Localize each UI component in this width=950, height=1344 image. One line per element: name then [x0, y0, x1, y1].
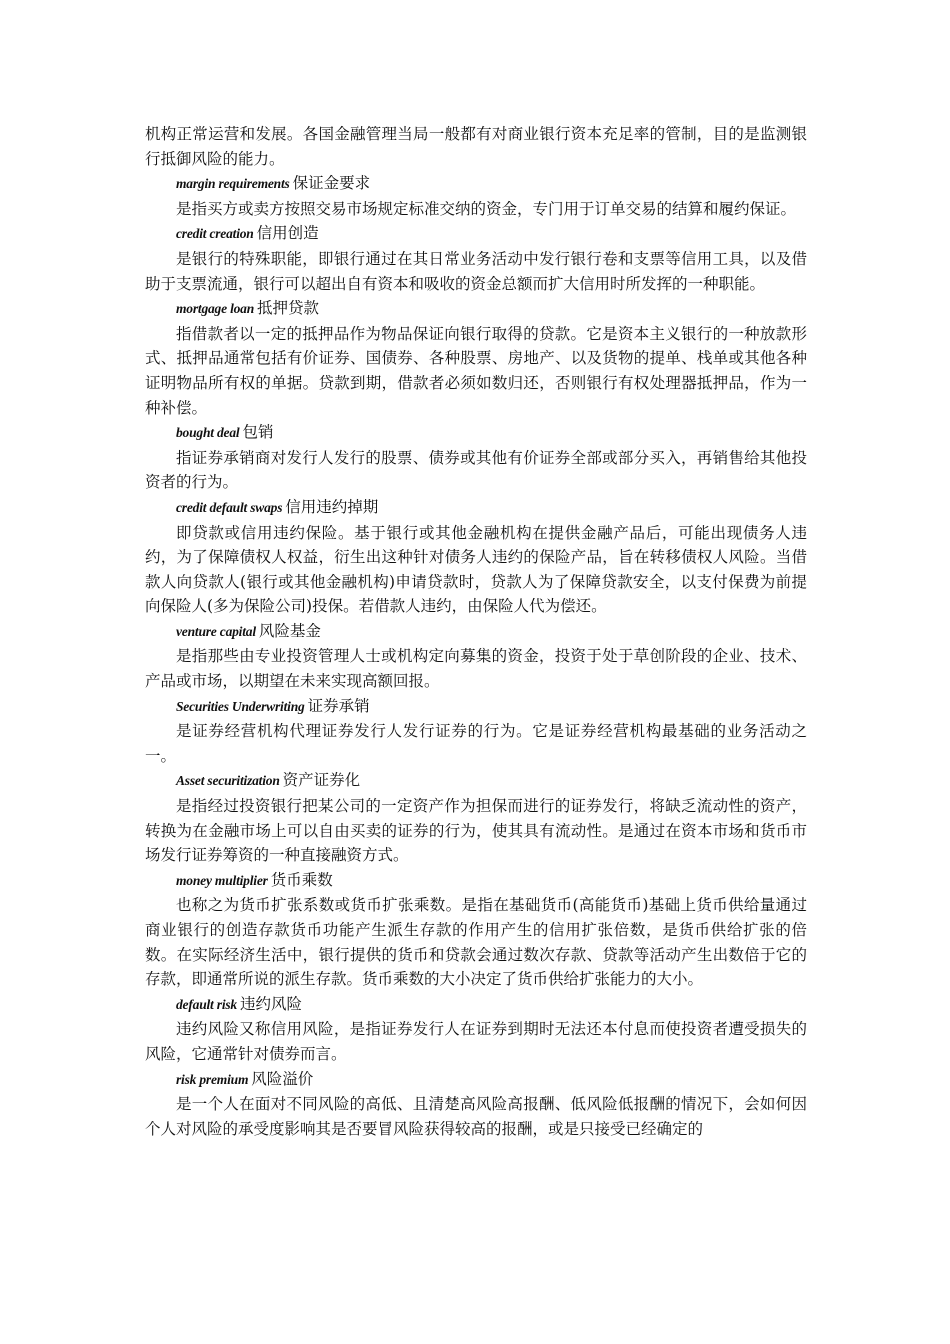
- term-english: Asset securitization: [176, 773, 280, 789]
- glossary-term: [145, 868, 807, 894]
- term-definition: 指证券承销商对发行人发行的股票、债券或其他有价证券全部或部分买入，再销售给其他投资者的行为。: [145, 448, 807, 492]
- term-chinese: 抵押贷款: [257, 299, 320, 318]
- term-definition: 是指那些由专业投资管理人士或机构定向募集的资金，投资于处于草创阶段的企业、技术、产品或市场，以期望在未来实现高额回报。: [145, 647, 807, 691]
- glossary-term: [145, 1067, 807, 1093]
- intro-paragraph: 机构正常运营和发展。各国金融管理当局一般都有对商业银行资本充足率的管制，目的是监测银行抵御风险的能力。: [145, 125, 807, 168]
- term-definition: 是指经过投资银行把某公司的一定资产作为担保而进行的证券发行，将缺乏流动性的资产，转换为在金融市场上可以自由买卖的证券的行为，使其具有流动性。是通过在资本市场和货币市场发行证券筹资的一种直接融资方式。: [145, 797, 807, 865]
- term-chinese: 保证金要求: [292, 174, 371, 193]
- term-english: mortgage loan: [176, 301, 255, 317]
- glossary-term: [145, 992, 807, 1018]
- term-english: credit creation: [176, 226, 254, 242]
- term-definition: 是指买方或卖方按照交易市场规定标准交纳的资金，专门用于订单交易的结算和履约保证。: [176, 199, 797, 218]
- term-definition: 是银行的特殊职能，即银行通过在其日常业务活动中发行银行卷和支票等信用工具，以及借助于支票流通，银行可以超出自有资本和吸收的资金总额而扩大信用时所发挥的一种职能。: [145, 249, 807, 293]
- term-chinese: 信用创造: [256, 224, 319, 243]
- term-english: risk premium: [176, 1071, 249, 1087]
- term-english: credit default swaps: [176, 499, 283, 515]
- term-chinese: 信用违约掉期: [285, 497, 379, 516]
- glossary-term: [145, 619, 807, 645]
- term-english: money multiplier: [176, 872, 268, 888]
- glossary-term: [145, 420, 807, 446]
- glossary-term: [145, 296, 807, 322]
- term-chinese: 风险基金: [258, 621, 321, 640]
- document-page: [145, 122, 807, 1141]
- term-definition: 是证券经营机构代理证券发行人发行证券的行为。它是证券经营机构最基础的业务活动之一。: [145, 722, 807, 765]
- term-english: default risk: [176, 996, 237, 1012]
- term-chinese: 风险溢价: [251, 1069, 314, 1088]
- term-chinese: 包销: [242, 423, 274, 442]
- term-english: venture capital: [176, 623, 256, 639]
- glossary-term: [145, 221, 807, 247]
- term-definition: 即贷款或信用违约保险。基于银行或其他金融机构在提供金融产品后，可能出现债务人违约，为了保障债权人权益，衍生出这种针对债务人违约的保险产品，旨在转移债权人风险。当借款人向贷款人(银行或其他金融机构)申请贷款时，贷款人为了保障贷款安全，以支付保费为前提向保险人(多为保险公司)投保。若借款人违约，由保险人代为偿还。: [145, 523, 807, 616]
- term-english: Securities Underwriting: [176, 698, 305, 714]
- term-english: margin requirements: [176, 176, 290, 192]
- term-chinese: 违约风险: [239, 994, 302, 1013]
- term-chinese: 证券承销: [307, 696, 370, 715]
- term-definition: 违约风险又称信用风险，是指证券发行人在证券到期时无法还本付息而使投资者遭受损失的风险，它通常针对债券而言。: [145, 1020, 807, 1063]
- term-definition: 是一个人在面对不同风险的高低、且清楚高风险高报酬、低风险低报酬的情况下，会如何因个人对风险的承受度影响其是否要冒风险获得较高的报酬，或是只接受已经确定的: [145, 1095, 807, 1138]
- term-english: bought deal: [176, 425, 240, 441]
- term-definition: 指借款者以一定的抵押品作为物品保证向银行取得的贷款。它是资本主义银行的一种放款形式、抵押品通常包括有价证券、国债券、各种股票、房地产、以及货物的提单、栈单或其他各种证明物品所有权的单据。贷款到期，借款者必须如数归还，否则银行有权处理器抵押品，作为一种补偿。: [145, 324, 807, 417]
- term-chinese: 货币乘数: [270, 870, 333, 889]
- glossary-term: [145, 694, 807, 720]
- glossary-term: [145, 768, 807, 794]
- glossary-entries: [145, 171, 807, 1141]
- term-definition: 也称之为货币扩张系数或货币扩张乘数。是指在基础货币(高能货币)基础上货币供给量通过商业银行的创造存款货币功能产生派生存款的作用产生的信用扩张倍数，是货币供给扩张的倍数。在实际经济生活中，银行提供的货币和贷款会通过数次存款、贷款等活动产生出数倍于它的存款，即通常所说的派生存款。货币乘数的大小决定了货币供给扩张能力的大小。: [145, 896, 807, 989]
- term-chinese: 资产证券化: [282, 771, 361, 790]
- glossary-term: [145, 495, 807, 521]
- glossary-term: [145, 171, 807, 197]
